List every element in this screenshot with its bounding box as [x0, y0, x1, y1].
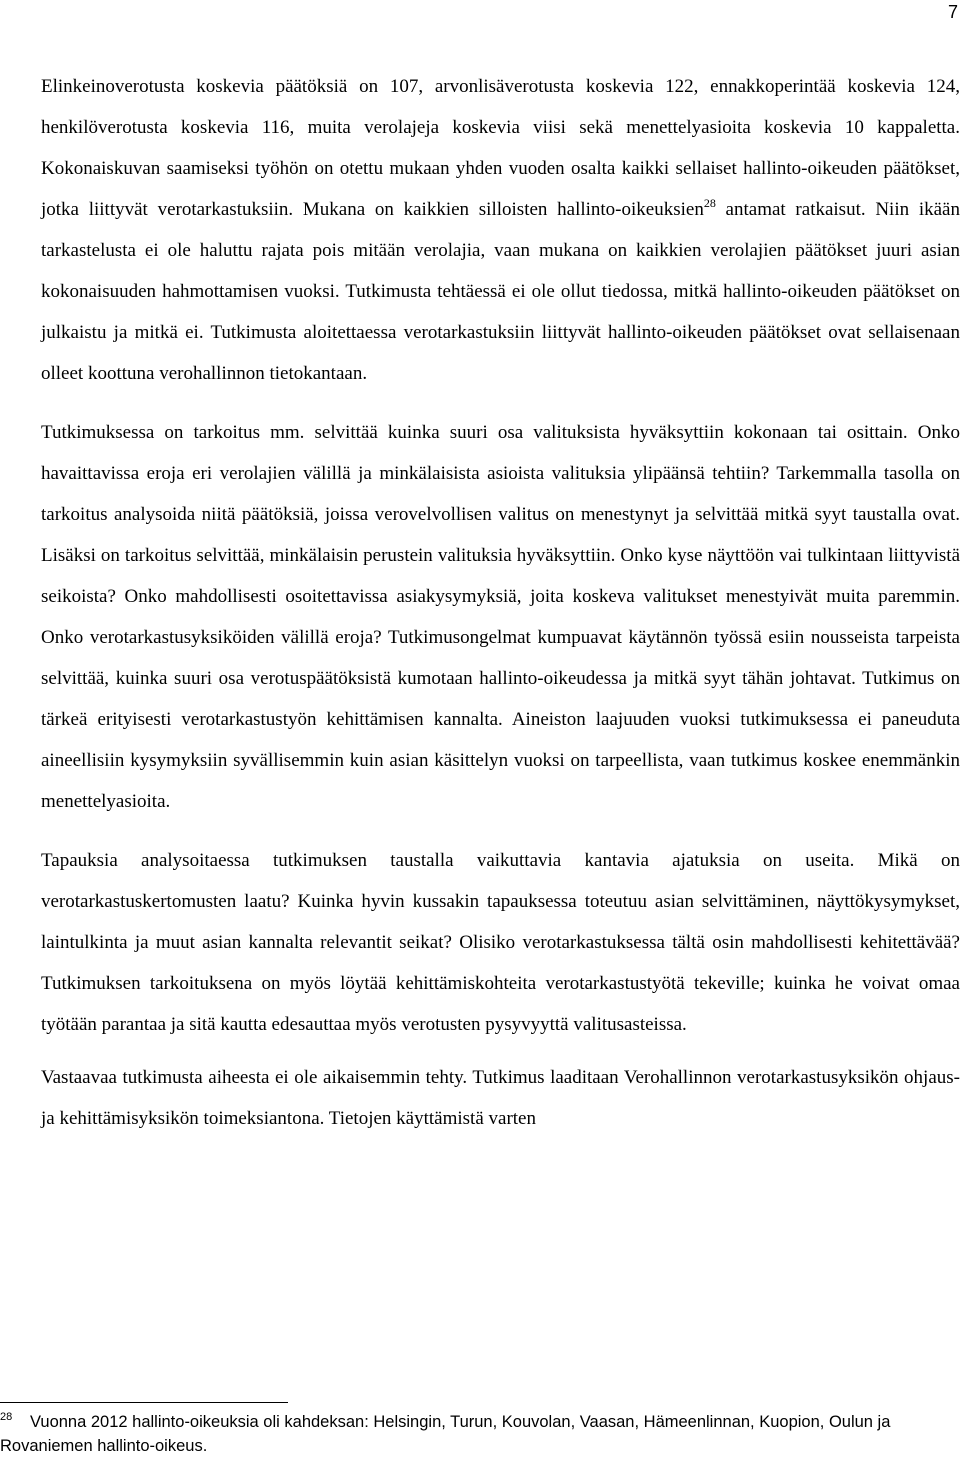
- paragraph-4: Vastaavaa tutkimusta aiheesta ei ole aikaisemmin tehty. Tutkimus laaditaan Verohallinnon verotarkastusyksikön ohjaus- ja kehittämisyksikön toimeksiantona. Tietojen käyttämistä varten: [41, 1067, 960, 1129]
- paragraph-3: Tapauksia analysoitaessa tutkimuksen taustalla vaikuttavia kantavia ajatuksia on useita. Mikä on verotarkastuskertomusten laatu? Kuinka hyvin kussakin tapauksessa toteutuu asian selvittäminen, näyttökysymykset, laintulkinta ja muut asian kannalta relevantit seikat? Olisiko verotarkastuksessa tältä osin mahdollisesti kehitettävää? Tutkimuksen tarkoituksena on myös löytää kehittämiskohteita verotarkastustyötä tekeville; kuinka he voivat omaa työtään parantaa ja sitä kautta edesauttaa myös verotusten pysyvyyttä valitusasteissa.: [41, 850, 960, 1035]
- body-text: [41, 66, 960, 1139]
- paragraph-1-part-2: antamat ratkaisut. Niin ikään tarkastelusta ei ole haluttu rajata pois mitään verolajia, vaan mukana on kaikkien verolajien päätökset juuri asian kokonaisuuden hahmottamisen vuoksi. Tutkimusta tehtäessä ei ole ollut tiedossa, mitkä hallinto-oikeuden päätökset on julkaistu ja mitkä ei. Tutkimusta aloitettaessa verotarkastuksiin liittyvät hallinto-oikeuden päätökset ovat sellaisenaan olleet koottuna verohallinnon tietokantaan.: [41, 199, 960, 384]
- page-number: 7: [947, 2, 958, 22]
- paragraph-1: [41, 66, 960, 394]
- paragraph-1-part-1: Elinkeinoverotusta koskevia päätöksiä on 107, arvonlisäverotusta koskevia 122, ennakkoperintää koskevia 124, henkilöverotusta koskevia 116, muita verolajeja koskevia viisi sekä menettelyasioita koskevia 10 kappaletta. Kokonaiskuvan saamiseksi työhön on otettu mukaan yhden vuoden osalta kaikki sellaiset hallinto-oikeuden päätökset, jotka liittyvät verotarkastuksiin. Mukana on kaikkien silloisten hallinto-oikeuksien: [41, 76, 960, 220]
- footnote-separator: [0, 1402, 288, 1403]
- footnote-reference: 28: [703, 196, 716, 210]
- footnote-text: Vuonna 2012 hallinto-oikeuksia oli kahdeksan: Helsingin, Turun, Kouvolan, Vaasan, Hämeenlinnan, Kuopion, Oulun ja Rovaniemen hallinto-oikeus.: [0, 1413, 891, 1455]
- footnote: $^{28}$ Vuonna 2012 hallinto-oikeuksia oli kahdeksan: Helsingin, Turun, Kouvolan, Vaasan, Hämeenlinnan, Kuopion, Oulun ja Rovaniemen hallinto-oikeus.: [0, 1411, 891, 1455]
- paragraph-2: Tutkimuksessa on tarkoitus mm. selvittää kuinka suuri osa valituksista hyväksyttiin kokonaan tai osittain. Onko havaittavissa eroja eri verolajien välillä ja minkälaisista asioista valituksia ylipäänsä tehtiin? Tarkemmalla tasolla on tarkoitus analysoida niitä päätöksiä, joissa verovelvollisen valitus on menestynyt ja selvittää mitkä syyt taustalla ovat. Lisäksi on tarkoitus selvittää, minkälaisin perustein valituksia hyväksyttiin. Onko kyse näyttöön vai tulkintaan liittyvistä seikoista? Onko mahdollisesti osoitettavissa asiakysymyksiä, joita koskeva valitukset menestyivät muita paremmin. Onko verotarkastusyksiköiden välillä eroja? Tutkimusongelmat kumpuavat käytännön työssä esiin nousseista tarpeista selvittää, kuinka suuri osa verotuspäätöksistä kumotaan hallinto-oikeudessa ja mitkä syyt tähän johtavat. Tutkimus on tärkeä erityisesti verotarkastustyön kehittämisen kannalta. Aineiston laajuuden vuoksi tutkimuksessa ei paneuduta aineellisiin kysymyksiin syvällisemmin kuin asian käsittelyn vuoksi on tarpeellista, vaan tutkimus koskee enemmänkin menettelyasioita.: [41, 422, 960, 812]
